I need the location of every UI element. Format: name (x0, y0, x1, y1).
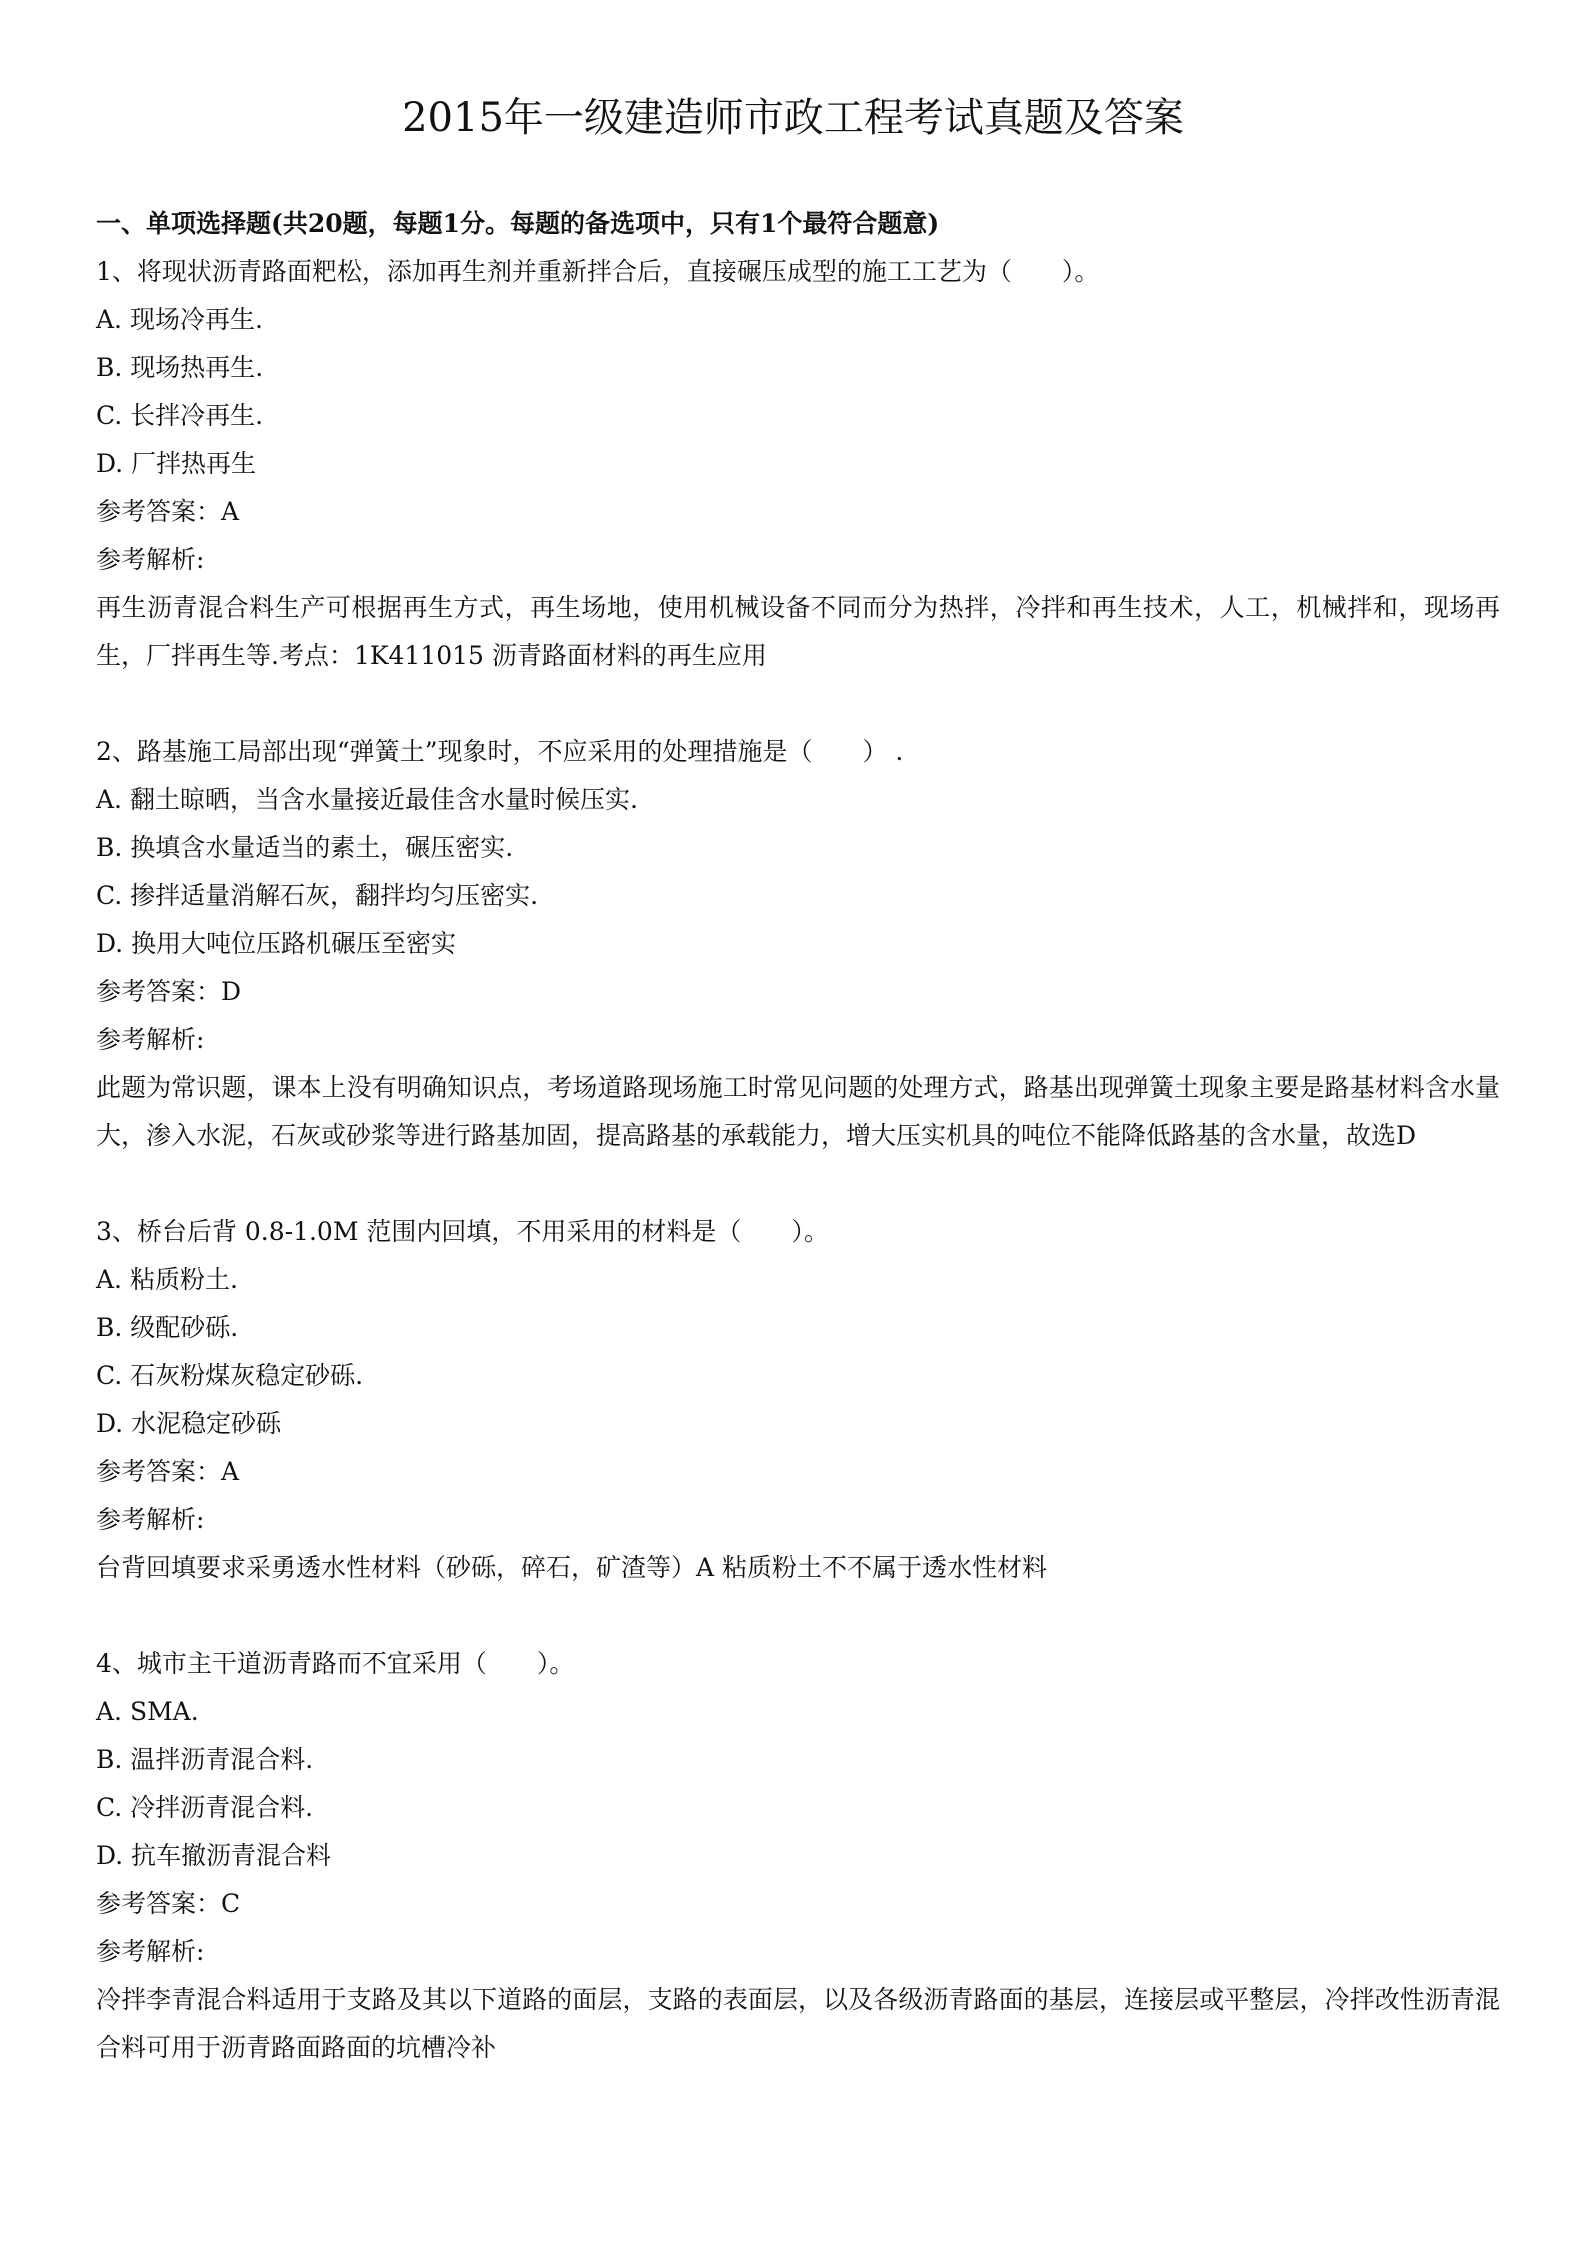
question-gap (96, 680, 1500, 728)
section-heading: 一、单项选择题(共20题，每题1分。每题的备选项中，只有1个最符合题意) (96, 209, 940, 238)
option-a: A. 翻土晾晒，当含水量接近最佳含水量时候压实. (96, 785, 638, 814)
document-body (96, 200, 1500, 2072)
option-d: D. 抗车撤沥青混合料 (96, 1841, 332, 1870)
option-c: C. 冷拌沥青混合料. (96, 1793, 314, 1822)
reference-answer: 参考答案：C (96, 1889, 241, 1918)
question-stem: 2、路基施工局部出现“弹簧土”现象时，不应采用的处理措施是（ ） . (96, 737, 904, 766)
question-gap (96, 1160, 1500, 1208)
option-a: A. SMA. (96, 1697, 199, 1726)
analysis-text: 台背回填要求采勇透水性材料（砂砾，碎石，矿渣等）A 粘质粉土不不属于透水性材料 (96, 1553, 1048, 1582)
option-b: B. 现场热再生. (96, 353, 264, 382)
option-d: D. 换用大吨位压路机碾压至密实 (96, 929, 457, 958)
reference-answer: 参考答案：A (96, 1457, 240, 1486)
question-stem: 4、城市主干道沥青路而不宜采用（ ）。 (96, 1649, 575, 1678)
reference-answer: 参考答案：D (96, 977, 242, 1006)
analysis-label: 参考解析: (96, 545, 205, 574)
option-a: A. 粘质粉土. (96, 1265, 238, 1294)
question-4 (96, 1640, 1500, 2072)
analysis-text: 冷拌李青混合料适用于支路及其以下道路的面层，支路的表面层，以及各级沥青路面的基层，连接层或平整层，冷拌改性沥青混合料可用于沥青路面路面的坑槽冷补 (96, 1985, 1500, 2062)
analysis-label: 参考解析: (96, 1937, 205, 1966)
option-a: A. 现场冷再生. (96, 305, 263, 334)
reference-answer: 参考答案：A (96, 497, 240, 526)
question-stem: 3、桥台后背 0.8-1.0M 范围内回填，不用采用的材料是（ ）。 (96, 1217, 829, 1246)
option-b: B. 温拌沥青混合料. (96, 1745, 314, 1774)
option-d: D. 水泥稳定砂砾 (96, 1409, 282, 1438)
question-stem: 1、将现状沥青路面粑松，添加再生剂并重新拌合后，直接碾压成型的施工工艺为（ ）。 (96, 257, 1100, 286)
option-c: C. 长拌冷再生. (96, 401, 264, 430)
analysis-label: 参考解析: (96, 1025, 205, 1054)
question-2 (96, 728, 1500, 1160)
question-3 (96, 1208, 1500, 1592)
option-b: B. 级配砂砾. (96, 1313, 239, 1342)
document-title: 2015年一级建造师市政工程考试真题及答案 (402, 95, 1184, 141)
analysis-text: 此题为常识题，课本上没有明确知识点，考场道路现场施工时常见问题的处理方式，路基出现弹簧土现象主要是路基材料含水量大，渗入水泥，石灰或砂浆等进行路基加固，提高路基的承载能力，增大压实机具的吨位不能降低路基的含水量，故选D (96, 1073, 1500, 1150)
question-1 (96, 248, 1500, 680)
analysis-label: 参考解析: (96, 1505, 205, 1534)
option-d: D. 厂拌热再生 (96, 449, 257, 478)
option-c: C. 掺拌适量消解石灰，翻拌均匀压密实. (96, 881, 539, 910)
analysis-text: 再生沥青混合料生产可根据再生方式，再生场地，使用机械设备不同而分为热拌，冷拌和再生技术，人工，机械拌和，现场再生，厂拌再生等.考点：1K411015 沥青路面材料的再生应用 (96, 593, 1500, 670)
option-b: B. 换填含水量适当的素土，碾压密实. (96, 833, 514, 862)
question-gap (96, 1592, 1500, 1640)
option-c: C. 石灰粉煤灰稳定砂砾. (96, 1361, 364, 1390)
